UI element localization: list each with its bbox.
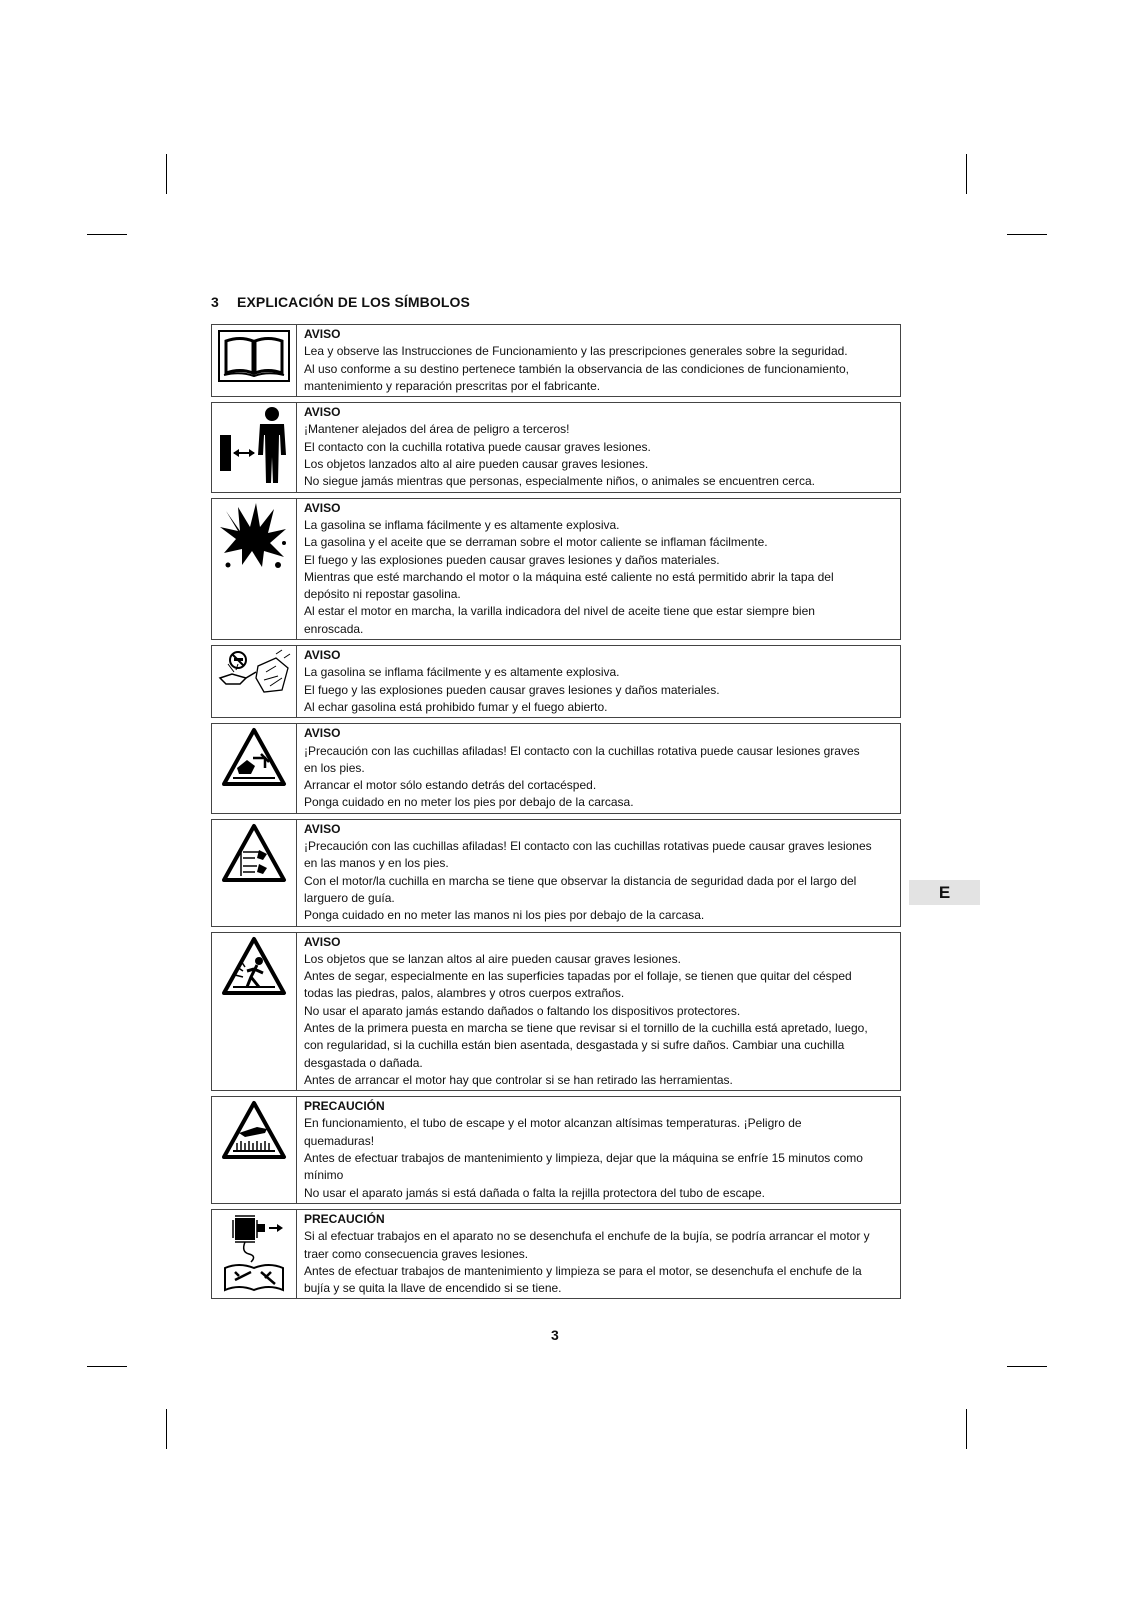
section-title: EXPLICACIÓN DE LOS SÍMBOLOS [237, 294, 470, 310]
text-line: traer como consecuencia graves lesiones. [304, 1246, 529, 1261]
read-manual-icon [216, 327, 292, 385]
text-line: No usar el aparato jamás si está dañada o falta la rejilla protectora del tubo de escape. [304, 1185, 765, 1200]
symbol-row [211, 1209, 901, 1299]
spark-plug-maintenance-icon [221, 1212, 287, 1294]
text-line: Al uso conforme a su destino pertenece también la observancia de las condiciones de funcionamiento, [304, 361, 849, 376]
crop-mark-top-left-v [166, 154, 167, 194]
warning-label: AVISO [304, 500, 341, 515]
symbol-text [297, 499, 900, 639]
text-line: mínimo [304, 1168, 344, 1183]
crop-mark-bottom-right-v [966, 1409, 967, 1449]
thrown-objects-warning-icon [221, 935, 287, 999]
icon-cell [212, 499, 297, 639]
symbol-row [211, 498, 901, 640]
icon-cell [212, 646, 297, 717]
text-line: En funcionamiento, el tubo de escape y el motor alcanzan altísimas temperaturas. ¡Peligro de [304, 1116, 802, 1131]
symbol-text [297, 724, 900, 812]
page-number: 3 [551, 1327, 559, 1343]
warning-label: AVISO [304, 934, 341, 949]
hot-surface-warning-icon [221, 1099, 287, 1163]
symbol-text [297, 1097, 900, 1203]
text-line: Los objetos lanzados alto al aire pueden causar graves lesiones. [304, 457, 649, 472]
symbol-text [297, 403, 900, 491]
text-line: Lea y observe las Instrucciones de Funcionamiento y las prescripciones generales sobre la seguridad. [304, 344, 848, 359]
text-line: con regularidad, si la cuchilla están bien asentada, desgastada y si sufre daños. Cambiar una cuchilla [304, 1038, 845, 1053]
text-line: No siegue jamás mientras que personas, especialmente niños, o animales se encuentren cerca. [304, 474, 815, 489]
text-line: Antes de segar, especialmente en las superficies tapadas por el follaje, se tienen que quitar del césped [304, 969, 852, 984]
text-line: Los objetos que se lanzan altos al aire pueden causar graves lesiones. [304, 951, 681, 966]
symbol-row [211, 402, 901, 492]
crop-mark-bottom-right-h [1007, 1366, 1047, 1367]
text-line: El fuego y las explosiones pueden causar graves lesiones y daños materiales. [304, 552, 720, 567]
text-line: en las manos y en los pies. [304, 856, 449, 871]
text-line: todas las piedras, palos, alambres y otros cuerpos extraños. [304, 986, 625, 1001]
text-line: mantenimiento y reparación prescritas por el fabricante. [304, 378, 601, 393]
text-line: Al estar el motor en marcha, la varilla indicadora del nivel de aceite tiene que estar siempre bien [304, 604, 815, 619]
text-line: depósito ni repostar gasolina. [304, 587, 461, 602]
text-line: Mientras que esté marchando el motor o la máquina esté caliente no está permitido abrir la tapa del [304, 569, 834, 584]
icon-cell [212, 403, 297, 491]
text-line: No usar el aparato jamás estando dañados o faltando los dispositivos protectores. [304, 1003, 741, 1018]
symbol-text [297, 933, 900, 1091]
text-line: ¡Precaución con las cuchillas afiladas! El contacto con las cuchillas rotativas puede causar graves lesiones [304, 839, 872, 854]
crop-mark-bottom-left-v [166, 1409, 167, 1449]
warning-label: AVISO [304, 726, 341, 741]
text-line: Ponga cuidado en no meter los pies por debajo de la carcasa. [304, 795, 634, 810]
text-line: Antes de arrancar el motor hay que controlar si se han retirado las herramientas. [304, 1072, 733, 1087]
warning-label: PRECAUCIÓN [304, 1211, 385, 1226]
text-line: ¡Mantener alejados del área de peligro a terceros! [304, 422, 570, 437]
no-smoking-fuel-icon [216, 648, 292, 698]
text-line: desgastada o dañada. [304, 1055, 423, 1070]
text-line: Al echar gasolina está prohibido fumar y el fuego abierto. [304, 699, 608, 714]
blade-hand-foot-warning-icon [221, 822, 287, 886]
text-line: enroscada. [304, 621, 364, 636]
symbol-row [211, 645, 901, 718]
language-tab: E [909, 880, 980, 905]
symbol-text [297, 646, 900, 717]
section-heading [211, 294, 470, 310]
warning-label: PRECAUCIÓN [304, 1099, 385, 1114]
text-line: larguero de guía. [304, 890, 395, 905]
icon-cell [212, 325, 297, 396]
text-line: Antes de la primera puesta en marcha se tiene que revisar si el tornillo de la cuchilla está apretado, luego, [304, 1020, 868, 1035]
text-line: Antes de efectuar trabajos de mantenimiento y limpieza se para el motor, se desenchufa el enchufe de la [304, 1263, 862, 1278]
symbol-row [211, 1096, 901, 1204]
icon-cell [212, 724, 297, 812]
crop-mark-top-right-h [1007, 234, 1047, 235]
text-line: La gasolina se inflama fácilmente y es altamente explosiva. [304, 517, 620, 532]
text-line: Con el motor/la cuchilla en marcha se tiene que observar la distancia de seguridad dada por el largo del [304, 873, 857, 888]
symbol-row [211, 324, 901, 397]
text-line: Antes de efectuar trabajos de mantenimiento y limpieza, dejar que la máquina se enfríe 15 minutos como [304, 1151, 863, 1166]
keep-distance-icon [216, 405, 292, 489]
icon-cell [212, 820, 297, 926]
symbols-table [211, 324, 901, 1304]
text-line: ¡Precaución con las cuchillas afiladas! El contacto con la cuchillas rotativa puede causar lesiones graves [304, 743, 860, 758]
symbol-row [211, 932, 901, 1092]
symbol-text [297, 1210, 900, 1298]
explosion-icon [218, 501, 290, 571]
symbol-row [211, 819, 901, 927]
warning-label: AVISO [304, 405, 341, 420]
crop-mark-bottom-left-h [87, 1366, 127, 1367]
warning-label: AVISO [304, 821, 341, 836]
text-line: El contacto con la cuchilla rotativa puede causar graves lesiones. [304, 439, 651, 454]
text-line: La gasolina y el aceite que se derraman sobre el motor caliente se inflaman fácilmente. [304, 535, 768, 550]
icon-cell [212, 1210, 297, 1298]
icon-cell [212, 933, 297, 1091]
symbol-text [297, 325, 900, 396]
crop-mark-top-left-h [87, 234, 127, 235]
icon-cell [212, 1097, 297, 1203]
symbol-text [297, 820, 900, 926]
text-line: Ponga cuidado en no meter las manos ni los pies por debajo de la carcasa. [304, 908, 705, 923]
text-line: Si al efectuar trabajos en el aparato no se desenchufa el enchufe de la bujía, se podría arrancar el motor y [304, 1229, 870, 1244]
text-line: bujía y se quita la llave de encendido si se tiene. [304, 1281, 562, 1296]
text-line: quemaduras! [304, 1133, 375, 1148]
symbol-row [211, 723, 901, 813]
warning-label: AVISO [304, 327, 341, 341]
text-line: en los pies. [304, 760, 365, 775]
crop-mark-top-right-v [966, 154, 967, 194]
text-line: El fuego y las explosiones pueden causar graves lesiones y daños materiales. [304, 682, 720, 697]
text-line: Arrancar el motor sólo estando detrás del cortacésped. [304, 778, 597, 793]
text-line: La gasolina se inflama fácilmente y es altamente explosiva. [304, 665, 620, 680]
warning-label: AVISO [304, 648, 341, 663]
blade-foot-warning-icon [221, 726, 287, 790]
section-number: 3 [211, 294, 219, 310]
